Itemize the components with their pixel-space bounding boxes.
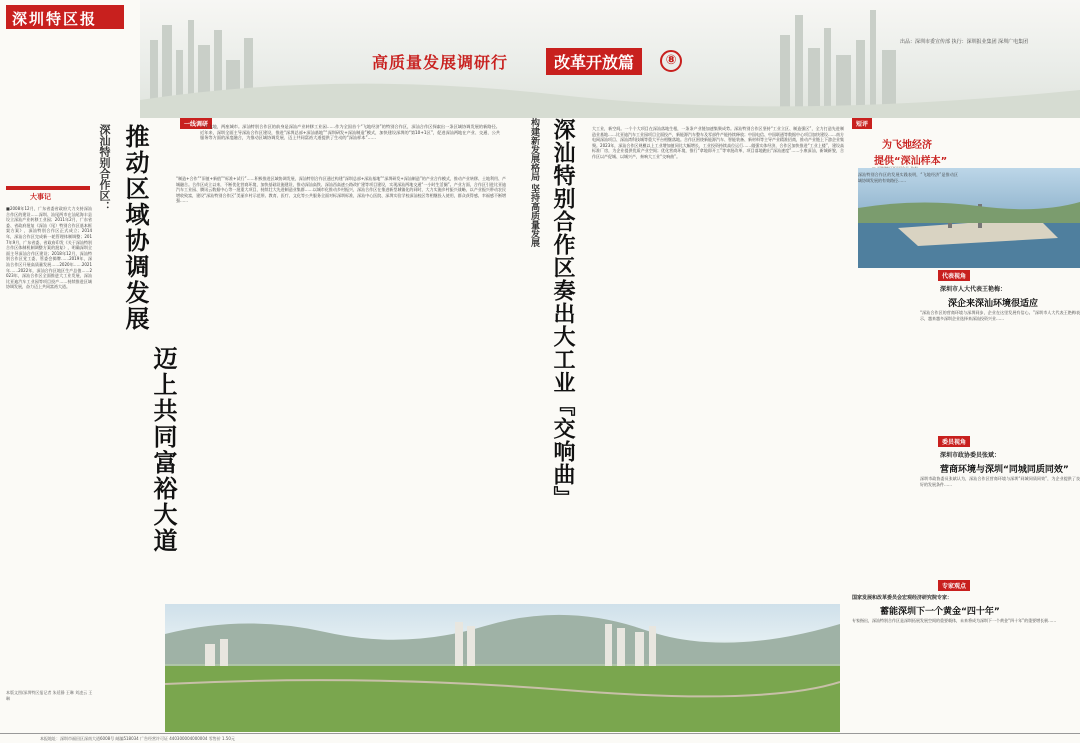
panorama-photo: [165, 604, 840, 732]
commentary-tag: 短评: [852, 118, 872, 129]
expert-view-label: 专家观点: [938, 580, 970, 591]
timeline-body: ■2008年12月，广东省委省政府大力支持深汕合作区的建设……深圳、汕尾两市在汕尾海丰县设立深汕产业转移工业园；2011年2月，广东省委、省政府批复《深汕（尾）特别合作区基本框架方案》，深汕特别合作区正式成立；2014年，深汕合作区完成新一轮管理体制调整；2017年9月，广东省委、省政府印发《关于深汕特别合作区体制机制调整方案的批复》，明确深圳全面主导深汕合作区建设；2018年12月，深汕特别合作区党工委、管委会揭牌……2019年，深汕合作区开展高质量发展……2020年……2021年……2022年，深汕合作区地区生产总值……2023年，深汕合作区全面推进大工业发展，深汕比亚迪汽车工业园等项目投产……持续推进区域协调发展，奋力迈上共同富裕大道。: [6, 206, 92, 290]
commentary-body: 深汕特别合作区的发展实践表明，“飞地经济”是推动区域协调发展的有效路径……: [858, 172, 958, 183]
center-subheadline: 构建新发展格局 坚持高质量发展: [529, 118, 539, 248]
main-headline-2: 迈上共同富裕大道: [149, 346, 178, 554]
expert-body: 专家指出，深汕特别合作区是深圳拓展发展空间的重要载体，未来将成为深圳下一个黄金“四十年”的重要增长极……: [852, 618, 1057, 623]
page-footer: 本报地址：深圳市福田区深南大道6008号 邮编518034 广告经营许可证 440300004000004 零售价 1.50元: [0, 733, 1080, 743]
newspaper-logo: 深圳特区报: [6, 5, 124, 29]
timeline-rule: [6, 186, 90, 190]
cppcc-title: 营商环境与深圳“同城同质同效”: [940, 465, 1069, 475]
frontline-tag: 一线调研: [180, 118, 212, 129]
timeline-label: 大事记: [30, 193, 51, 201]
expert-title: 蓄能深圳下一个黄金“四十年”: [880, 607, 1000, 617]
rep-subtitle: 深圳市人大代表王艳梅：: [940, 286, 1007, 293]
series-number: ⑧: [660, 50, 682, 72]
cppcc-subtitle: 深圳市政协委员张斌：: [940, 452, 1001, 459]
article-lead: 一个飞地，两座城市。深汕特别合作区的前身是深汕产业转移工业园……作为全国首个“飞地经济”的特别合作区，深汕合作区探索出一条区域协调发展的新路径。近年来，深圳全面主导深汕合作区建设，推进“深圳总部+深汕基地”“深圳研发+深汕制造”模式，加快建设深圳的“第10+1区”，促进深汕两地在产业、交通、公共服务等方面的深度融合，为推动区域协调发展、迈上共同富裕大道提供了生动的“深汕样本”……: [200, 124, 500, 141]
center-headline: 深汕特别合作区奏出大工业『交响曲』: [550, 118, 576, 509]
main-headline-1: 推动区域协调发展: [121, 124, 150, 332]
panorama-illustration: [165, 604, 840, 732]
rep-body: “深汕合作区的营商环境与深圳同步，企业在这里发展有信心。”深圳市人大代表王艳梅表示，越来越多深圳企业选择来深汕投资兴业……: [920, 310, 1080, 321]
cppcc-view-label: 委员视角: [938, 436, 970, 447]
production-credits: 出品：深圳市委宣传部 执行：深圳报业集团 深圳广电集团: [900, 39, 1029, 45]
rep-title: 深企来深汕环境很适应: [948, 299, 1039, 309]
expert-subtitle: 国家发展和改革委员会宏观经济研究院专家：: [852, 595, 953, 601]
commentary-title-1: 为飞地经济: [882, 140, 932, 151]
left-footer-credit: 本版文图/深圳特区报记者 朱延静 王琳 刘凌云 王琳: [6, 690, 93, 701]
series-tag: 改革开放篇: [546, 48, 642, 75]
commentary-title-2: 提供“深汕样本”: [874, 156, 948, 167]
rep-view-label: 代表视角: [938, 270, 970, 281]
series-title: 高质量发展调研行: [372, 53, 509, 72]
article-body-center: 大工业，新空间。一个个大项目在深汕落地生根，一条条产业链加速集聚成势。深汕特别合作区坚持“工业立区、制造强区”，全力打造先进制造业基地……比亚迪汽车工业园项目全面投产，新能源汽车整车及零部件产能持续释放；中国电信、中国联通等数据中心项目加快建设……南方电网深汕项目、深汕湾科技城等重大平台相继落地。合作区围绕新能源汽车、智能装备、新材料等主导产业精准招商，推动产业链上下游企业集聚。2023年，深汕合作区规模以上工业增加值同比大幅增长，工业投资持续高位运行……做强实体经济，合作区加快推进“工业上楼”，建设高标准厂房，为企业提供优质产业空间；优化营商环境，推行“拿地即开工”等审批改革，项目落地跑出“深汕速度”……小康深汕，新城新貌，合作区以产促城、以城兴产，奏响大工业“交响曲”。: [592, 126, 844, 159]
article-body-left: “制造+合作”“旧值+新值”“标准+试行”……积极推进区域协调发展，深汕特别合作区通过构建“深圳总部+深汕基地”“深圳研发+深汕制造”的产业合作模式，推动产业转移、土地利用、产城融合。合作区成立以来，不断优化营商环境，加快基础设施建设，推动深汕高铁、深汕西高速公路改扩建等项目建设，实现深汕两地交通“一小时生活圈”。产业方面，合作区引进比亚迪汽车工业园、腾讯云数据中心等一批重大项目，持续壮大先进制造业集群……以城市化推动乡村振兴，深汕合作区在推进新型城镇化的同时，大力实施乡村振兴战略，以产业振兴带动农民增收致富，建设“深汕特别合作区”美丽乡村示范带。教育、医疗、文化等公共服务全面对标深圳标准，深汕中心医院、深圳实验学校深汕校区等相继投入使用，群众获得感、幸福感不断增强……: [176, 176, 506, 204]
cppcc-body: 深圳市政协委员张斌认为，深汕合作区营商环境与深圳“同城同质同效”，为企业提供了良好的发展条件……: [920, 476, 1080, 487]
headline-kicker: 深汕特别合作区：: [98, 124, 111, 212]
